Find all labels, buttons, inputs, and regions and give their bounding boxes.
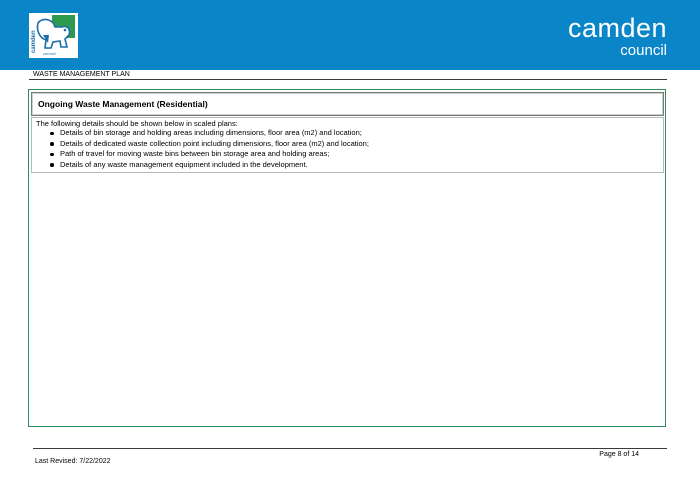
header-divider xyxy=(29,79,667,80)
svg-text:council: council xyxy=(43,51,56,56)
document-label: WASTE MANAGEMENT PLAN xyxy=(33,71,130,78)
header-banner xyxy=(0,0,700,70)
camden-logo-icon xyxy=(29,13,78,58)
section-title-box xyxy=(31,92,664,116)
instructions-list xyxy=(50,128,369,170)
list-item: Details of any waste management equipment included in the development. xyxy=(50,160,369,171)
list-item: Details of bin storage and holding areas including dimensions, floor area (m2) and location; xyxy=(50,128,369,139)
list-item: Details of dedicated waste collection point including dimensions, floor area (m2) and location; xyxy=(50,139,369,150)
camden-council-logo xyxy=(29,13,78,58)
brand-sub-text: council xyxy=(620,42,667,59)
list-item: Path of travel for moving waste bins between bin storage area and holding areas; xyxy=(50,149,369,160)
section-title: Ongoing Waste Management (Residential) xyxy=(38,99,208,109)
brand-wordmark xyxy=(568,15,667,58)
instructions-intro: The following details should be shown below in scaled plans: xyxy=(36,119,238,128)
instructions-box xyxy=(31,117,664,173)
footer-divider xyxy=(33,448,667,449)
page-number: Page 8 of 14 xyxy=(599,451,639,458)
last-revised: Last Revised: 7/22/2022 xyxy=(35,458,111,465)
svg-text:camden: camden xyxy=(31,30,37,53)
brand-main-text: camden xyxy=(567,13,667,43)
